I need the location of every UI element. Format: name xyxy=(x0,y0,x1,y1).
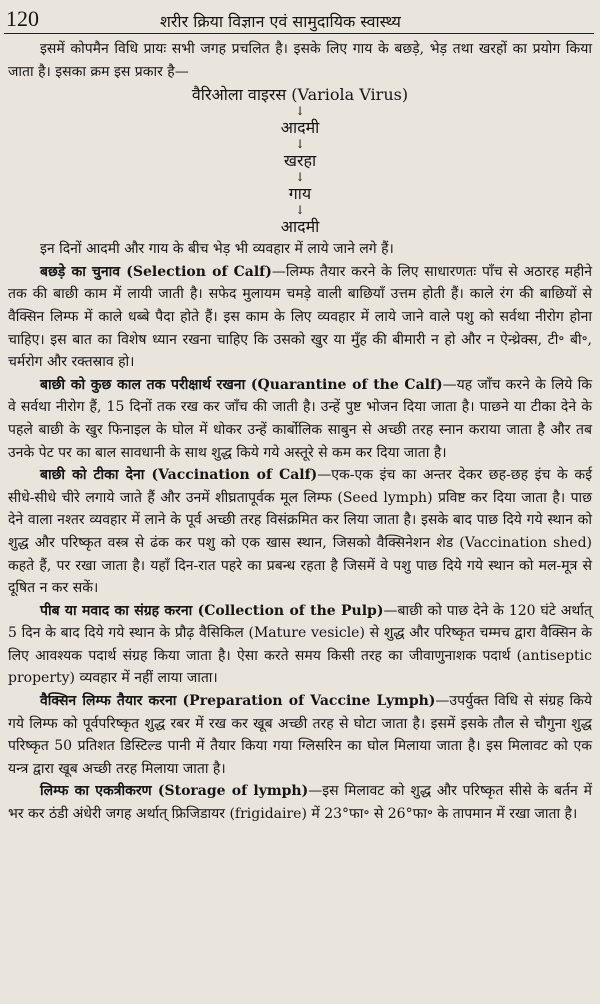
section-quarantine xyxy=(8,374,592,464)
section-heading: वैक्सिन लिम्फ तैयार करना (Preparation of Vaccine Lymph) xyxy=(40,693,436,710)
flow-node-rabbit: खरहा xyxy=(283,151,317,171)
running-title: शरीर क्रिया विज्ञान एवं सामुदायिक स्वास्थ्य xyxy=(160,12,401,31)
down-arrow-icon: ↓ xyxy=(294,137,306,152)
section-text: —बाछी को पाछ देने के 120 घंटे अर्थात् 5 दिन के बाद दिये गये स्थान के प्रौढ़ वैसिकिल (Mature vesicle) से शुद्ध और परिष्कृत चम्मच द्वारा वैक्सिन के लिए आवश्यक पदार्थ संग्रह किया जाता है। ऐसा करते समय किसी तरह का जीवाणुनाशक पदार्थ (antiseptic property) व्यवहार में नहीं लाया जाता। xyxy=(8,602,592,687)
page-body xyxy=(8,38,592,826)
transmission-flow xyxy=(8,85,592,236)
section-text: —इस मिलावट को शुद्ध और परिष्कृत सीसे के बर्तन में भर कर ठंडी अंधेरी जगह अर्थात् फ्रिजिडायर (frigidaire) में 23°फा॰ से 26°फा॰ के तापमान में रखा जाता है। xyxy=(8,783,592,823)
section-lymph-storage xyxy=(8,780,592,825)
down-arrow-icon: ↓ xyxy=(294,104,306,119)
after-flow-paragraph: इन दिनों आदमी और गाय के बीच भेड़ भी व्यवहार में लाये जाने लगे हैं। xyxy=(40,241,394,258)
section-text: —लिम्फ तैयार करने के लिए साधारणतः पाँच से अठारह महीने तक की बाछी काम में लायी जाती है। सफेद मुलायम चमड़े वाली बाछियाँ उत्तम होती हैं। काले रंग की बाछियों से वैक्सिन लिम्फ में काले धब्बे पैदा होते हैं। इस काम के लिए व्यवहार में लाये जाने वाले पशु को सर्वथा नीरोग होना चाहिए। इस बात का विशेष ध्यान रखना चाहिए कि उसको खुर या मुँह की बीमारी न हो और न ऐन्थ्रेक्स, टी॰ बी॰, चर्मरोग और रक्तस्राव हो। xyxy=(8,263,592,371)
flow-node-virus: वैरिओला वाइरस (Variola Virus) xyxy=(191,85,409,105)
section-heading: पीब या मवाद का संग्रह करना (Collection of the Pulp) xyxy=(40,602,384,619)
down-arrow-icon: ↓ xyxy=(294,170,306,185)
flow-node-cow: गाय xyxy=(288,184,312,204)
section-text: —एक-एक इंच का अन्तर देकर छह-छह इंच के कई सीधे-सीधे चीरे लगाये जाते हैं और उनमें शीघ्रतापूर्वक मूल लिम्फ (Seed lymph) प्रविष्ट कर दिया जाता है। पाछ देने वाला नश्तर व्यवहार में लाने के पूर्व अच्छी तरह विसंक्रमित कर लिया जाता है। इसके बाद पाछ दिये गये स्थान को शुद्ध और परिष्कृत वस्त्र से ढंक कर पशु को एक खास स्थान, जिसको वैक्सिनेशन शेड (Vaccination shed) कहते हैं, पर रखा जाता है। यहाँ दिन-रात पहरे का प्रबन्ध रहता है जिसमें वे पशु पाछ दिये गये स्थान को मल-मूत्र से दूषित न कर सकें। xyxy=(8,467,592,597)
section-calf-selection xyxy=(8,261,592,374)
page-header xyxy=(0,4,600,34)
section-text: —उपर्युक्त विधि से संग्रह किये गये लिम्फ को पूर्वपरिष्कृत शुद्ध रबर में रख कर खूब अच्छी तरह से घोटा जाता है। इसमें इसके तौल से चौगुना शुद्ध परिष्कृत 50 प्रतिशत डिस्टिल्ड पानी में तैयार किया गया ग्लिसरिन का घोल मिलाया जाता है। इस मिलावट को एक यन्त्र द्वारा खूब अच्छी तरह मिलाया जाता है। xyxy=(8,693,592,777)
section-pulp-collection xyxy=(8,600,592,690)
section-text: —यह जाँच करने के लिये कि वे सर्वथा नीरोग हैं, 15 दिनों तक रख कर जाँच की जाती है। उन्हें पुष्ट भोजन दिया जाता है। पाछने या टीका देने के पहले बाछी के खुर फिनाइल के घोल में धोकर उन्हें कार्बोलिक साबुन से अच्छी तरह स्नान कराया जाता है और तब उनके पेट पर का बाल सावधानी के साथ शुद्ध किये गये अस्तूरे से कम कर दिया जाता है। xyxy=(8,376,592,461)
section-heading: बाछी को कुछ काल तक परीक्षार्थ रखना (Quarantine of the Calf) xyxy=(40,376,443,393)
section-heading: बछड़े का चुनाव (Selection of Calf) xyxy=(40,263,272,280)
section-heading: बाछी को टीका देना (Vaccination of Calf) xyxy=(40,467,318,484)
section-heading: लिम्फ का एकत्रीकरण (Storage of lymph) xyxy=(40,783,309,800)
header-rule xyxy=(4,33,594,34)
flow-node-man-2: आदमी xyxy=(280,217,320,237)
section-vaccination xyxy=(8,464,592,600)
down-arrow-icon: ↓ xyxy=(294,203,306,218)
intro-paragraph: इसमें कोपमैन विधि प्रायः सभी जगह प्रचलित है। इसके लिए गाय के बछड़े, भेड़ तथा खरहों का प्रयोग किया जाता है। इसका क्रम इस प्रकार है— xyxy=(8,41,592,80)
section-lymph-preparation xyxy=(8,690,592,780)
page-number: 120 xyxy=(6,6,39,31)
flow-node-man: आदमी xyxy=(280,118,320,138)
